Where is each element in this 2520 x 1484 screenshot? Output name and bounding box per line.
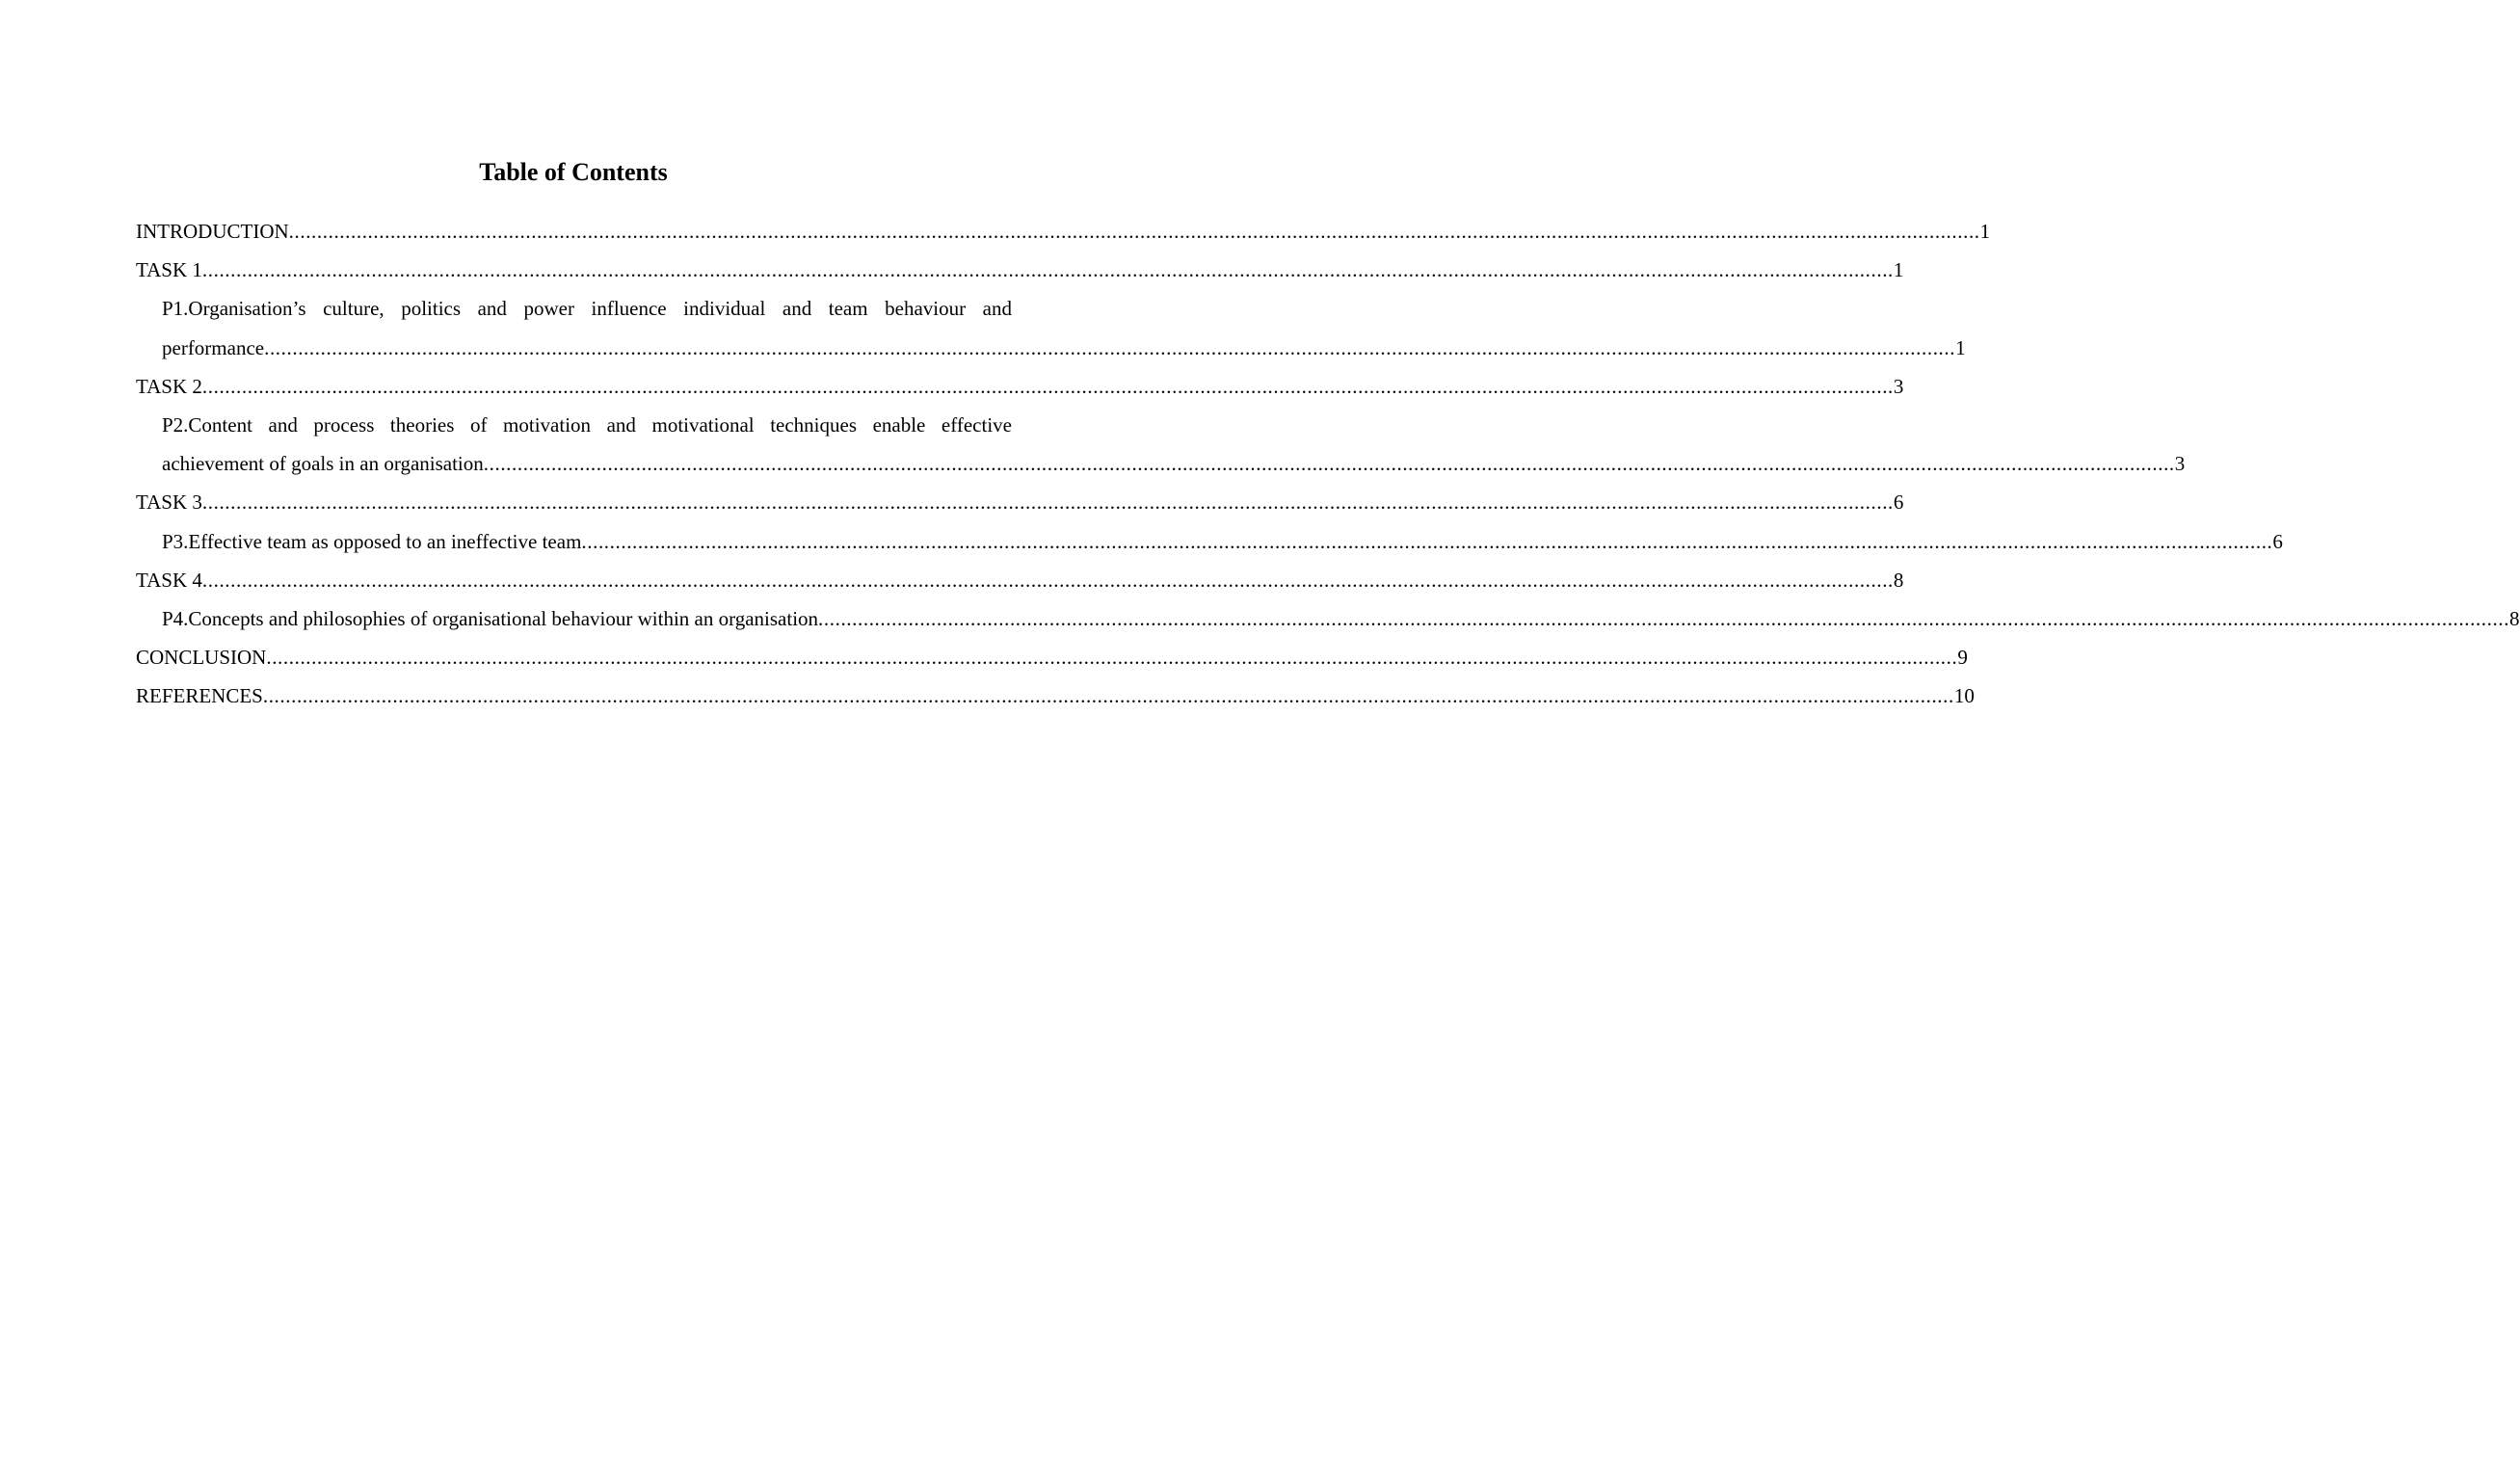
toc-page-number: 9 — [1957, 646, 1968, 670]
dot-leader: ............................................................................................................................................................................................................................................................................................................ — [483, 452, 2175, 476]
toc-entry-p1[interactable] — [162, 289, 1966, 366]
toc-page-number: 3 — [2174, 452, 2186, 476]
dot-leader: ............................................................................................................................................................................................................................................................................................................ — [818, 606, 2510, 630]
toc-entry-label: CONCLUSION — [136, 646, 267, 670]
toc-entry-label: P3.Effective team as opposed to an ineffective team — [162, 529, 582, 553]
toc-entry-p3[interactable] — [162, 522, 2283, 561]
toc-page-number: 8 — [1893, 568, 1904, 592]
toc-entry-label: TASK 1 — [136, 258, 202, 282]
toc-entry-p2[interactable] — [162, 406, 2186, 483]
toc-entry-label: TASK 3 — [136, 490, 202, 515]
toc-entry-label: TASK 2 — [136, 374, 202, 398]
toc-entry-p4[interactable] — [162, 599, 2520, 638]
toc-entry-introduction[interactable] — [136, 212, 1991, 251]
toc-entry-label: P4.Concepts and philosophies of organisational behaviour within an organisation — [162, 606, 819, 630]
toc-entry-task-4[interactable] — [136, 561, 1904, 599]
dot-leader: ............................................................................................................................................................................................................................................................................................................ — [201, 490, 1894, 515]
toc-entry-label: TASK 4 — [136, 568, 202, 592]
toc-page-number: 8 — [2509, 606, 2520, 630]
toc-entry-label-line-1: P1.Organisation’s culture, politics and power influence individual and team behaviour and — [162, 297, 1012, 321]
dot-leader: ............................................................................................................................................................................................................................................................................................................ — [288, 220, 1980, 243]
toc-page-number: 3 — [1893, 374, 1904, 398]
dot-leader: ............................................................................................................................................................................................................................................................................................................ — [266, 646, 1958, 670]
toc-entry-task-1[interactable] — [136, 251, 1904, 289]
toc-list — [136, 212, 2520, 715]
toc-entry-label: REFERENCES — [136, 684, 263, 708]
toc-title: Table of Contents — [479, 158, 668, 186]
toc-page-number: 1 — [1893, 258, 1904, 282]
toc-entry-task-2[interactable] — [136, 367, 1904, 406]
toc-page-number: 6 — [1893, 490, 1904, 515]
toc-page-number: 1 — [1979, 220, 1991, 243]
dot-leader: ............................................................................................................................................................................................................................................................................................................ — [201, 374, 1894, 398]
toc-entry-references[interactable] — [136, 676, 1975, 715]
toc-page-number: 10 — [1953, 684, 1975, 708]
dot-leader: ............................................................................................................................................................................................................................................................................................................ — [262, 684, 1954, 708]
dot-leader: ............................................................................................................................................................................................................................................................................................................ — [264, 335, 1956, 359]
toc-entry-label-line-2: achievement of goals in an organisation — [162, 452, 484, 476]
toc-page-number: 1 — [1955, 335, 1966, 359]
toc-entry-label-line-2: performance — [162, 335, 265, 359]
dot-leader: ............................................................................................................................................................................................................................................................................................................ — [201, 568, 1894, 592]
toc-page-number: 6 — [2272, 529, 2283, 553]
toc-entry-label: INTRODUCTION — [136, 220, 289, 243]
toc-entry-task-3[interactable] — [136, 483, 1904, 521]
dot-leader: ............................................................................................................................................................................................................................................................................................................ — [201, 258, 1894, 282]
toc-entry-conclusion[interactable] — [136, 638, 1968, 676]
dot-leader: ............................................................................................................................................................................................................................................................................................................ — [581, 529, 2273, 553]
toc-entry-label-line-1: P2.Content and process theories of motivation and motivational techniques enable effective — [162, 412, 1012, 437]
